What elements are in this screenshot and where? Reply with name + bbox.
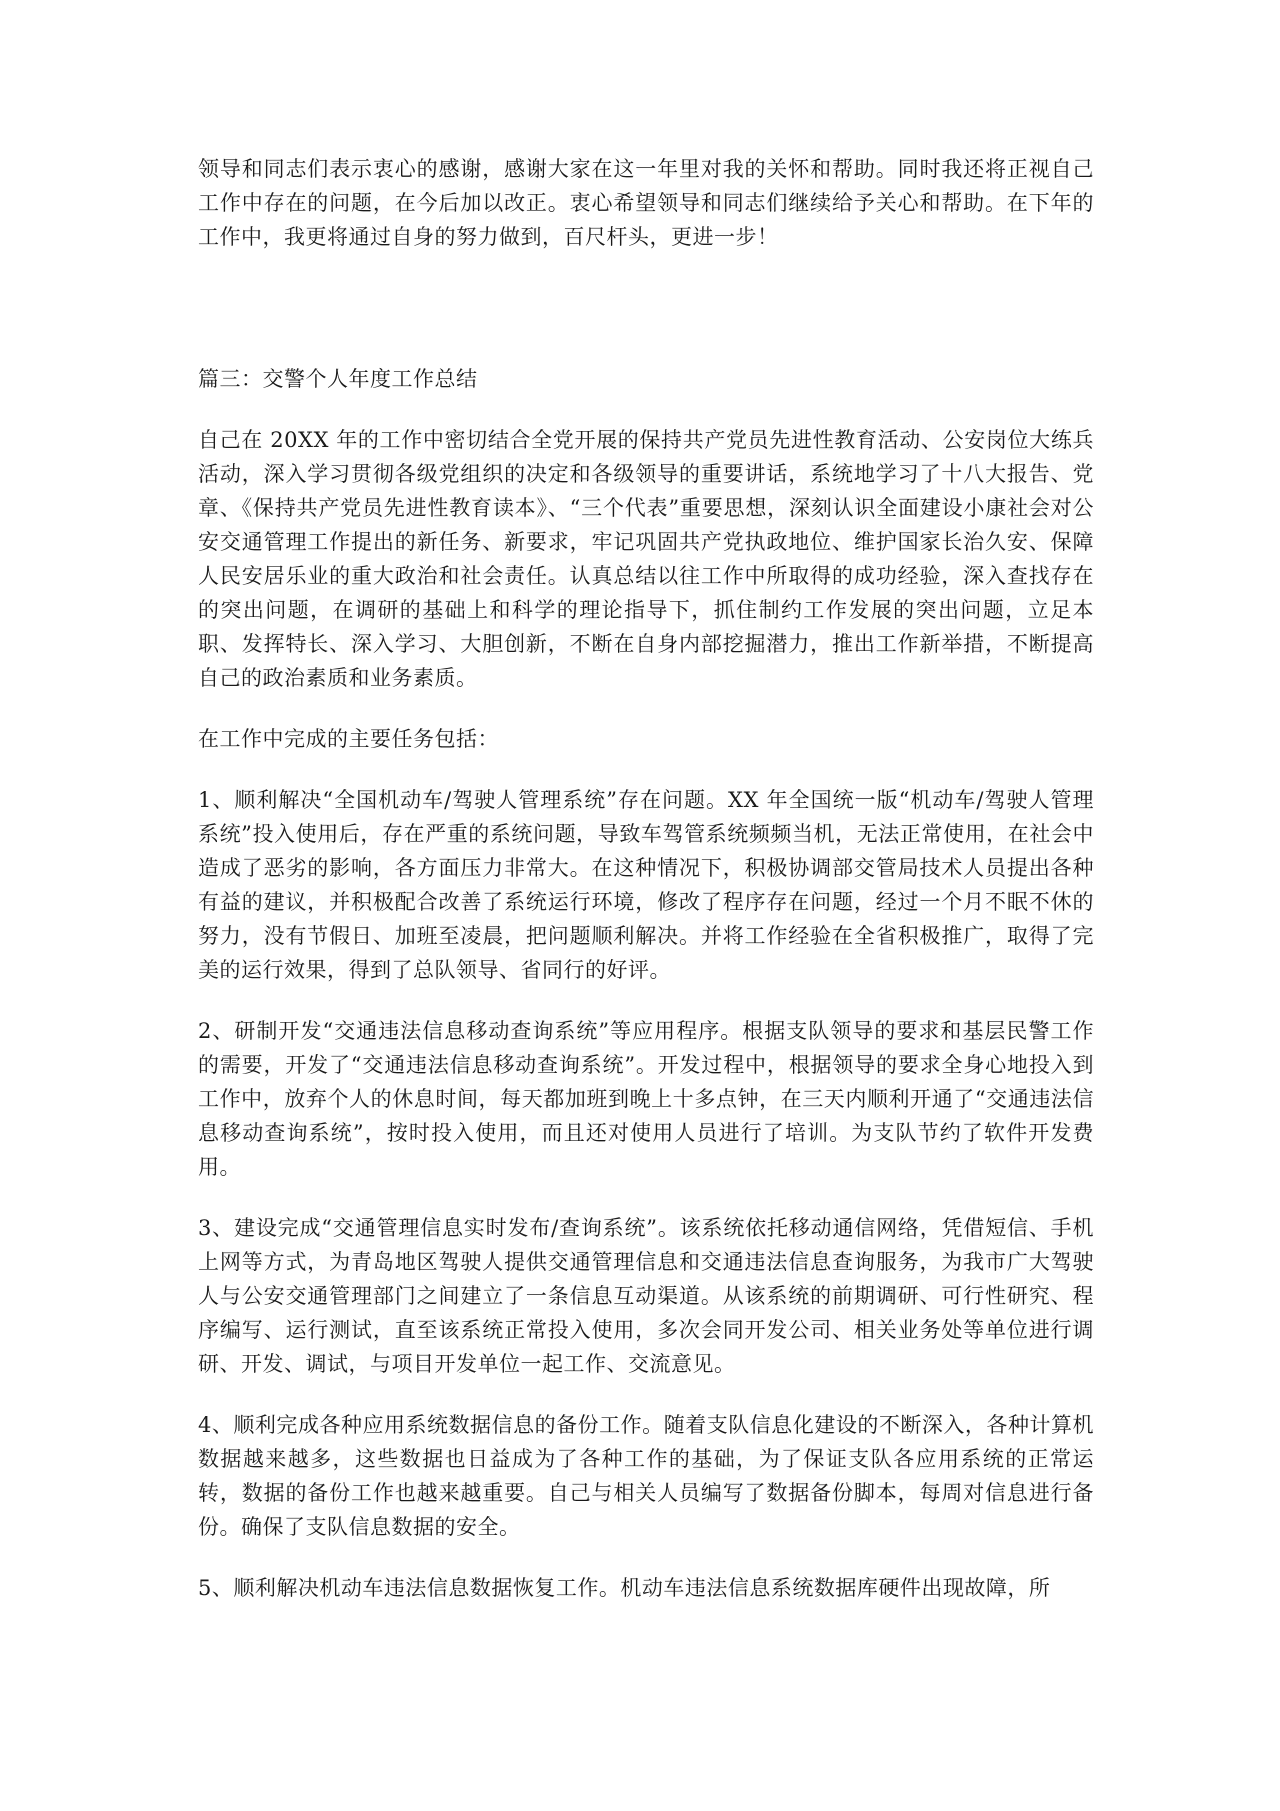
task-item-5: 5、顺利解决机动车违法信息数据恢复工作。机动车违法信息系统数据库硬件出现故障，所 <box>198 1576 1051 1600</box>
document-page <box>198 152 1094 1632</box>
tasks-intro: 在工作中完成的主要任务包括： <box>198 727 499 751</box>
task-item-3: 3、建设完成“交通管理信息实时发布/查询系统”。该系统依托移动通信网络，凭借短信、手机上网等方式，为青岛地区驾驶人提供交通管理信息和交通违法信息查询服务，为我市广大驾驶人与公安交通管理部门之间建立了一条信息互动渠道。从该系统的前期调研、可行性研究、程序编写、运行测试，直至该系统正常投入使用，多次会同开发公司、相关业务处等单位进行调研、开发、调试，与项目开发单位一起工作、交流意见。 <box>198 1216 1094 1376</box>
task-item-1: 1、顺利解决“全国机动车/驾驶人管理系统”存在问题。XX 年全国统一版“机动车/驾驶人管理系统”投入使用后，存在严重的系统问题，导致车驾管系统频频当机，无法正常使用，在社会中造成了恶劣的影响，各方面压力非常大。在这种情况下，积极协调部交管局技术人员提出各种有益的建议，并积极配合改善了系统运行环境，修改了程序存在问题，经过一个月不眠不休的努力，没有节假日、加班至凌晨，把问题顺利解决。并将工作经验在全省积极推广，取得了完美的运行效果，得到了总队领导、省同行的好评。 <box>198 788 1094 982</box>
section-title: 篇三：交警个人年度工作总结 <box>198 367 478 391</box>
task-item-4: 4、顺利完成各种应用系统数据信息的备份工作。随着支队信息化建设的不断深入，各种计算机数据越来越多，这些数据也日益成为了各种工作的基础，为了保证支队各应用系统的正常运转，数据的备份工作也越来越重要。自己与相关人员编写了数据备份脚本，每周对信息进行备份。确保了支队信息数据的安全。 <box>198 1413 1094 1539</box>
summary-paragraph: 自己在 20XX 年的工作中密切结合全党开展的保持共产党员先进性教育活动、公安岗位大练兵活动，深入学习贯彻各级党组织的决定和各级领导的重要讲话，系统地学习了十八大报告、党章、《保持共产党员先进性教育读本》、“三个代表”重要思想，深刻认识全面建设小康社会对公安交通管理工作提出的新任务、新要求，牢记巩固共产党执政地位、维护国家长治久安、保障人民安居乐业的重大政治和社会责任。认真总结以往工作中所取得的成功经验，深入查找存在的突出问题，在调研的基础上和科学的理论指导下，抓住制约工作发展的突出问题，立足本职、发挥特长、深入学习、大胆创新，不断在自身内部挖掘潜力，推出工作新举措，不断提高自己的政治素质和业务素质。 <box>198 428 1094 690</box>
task-item-2: 2、研制开发“交通违法信息移动查询系统”等应用程序。根据支队领导的要求和基层民警工作的需要，开发了“交通违法信息移动查询系统”。开发过程中，根据领导的要求全身心地投入到工作中，放弃个人的休息时间，每天都加班到晚上十多点钟，在三天内顺利开通了“交通违法信息移动查询系统”，按时投入使用，而且还对使用人员进行了培训。为支队节约了软件开发费用。 <box>198 1019 1094 1179</box>
intro-paragraph: 领导和同志们表示衷心的感谢，感谢大家在这一年里对我的关怀和帮助。同时我还将正视自己工作中存在的问题，在今后加以改正。衷心希望领导和同志们继续给予关心和帮助。在下年的工作中，我更将通过自身的努力做到，百尺杆头，更进一步！ <box>198 157 1094 249</box>
